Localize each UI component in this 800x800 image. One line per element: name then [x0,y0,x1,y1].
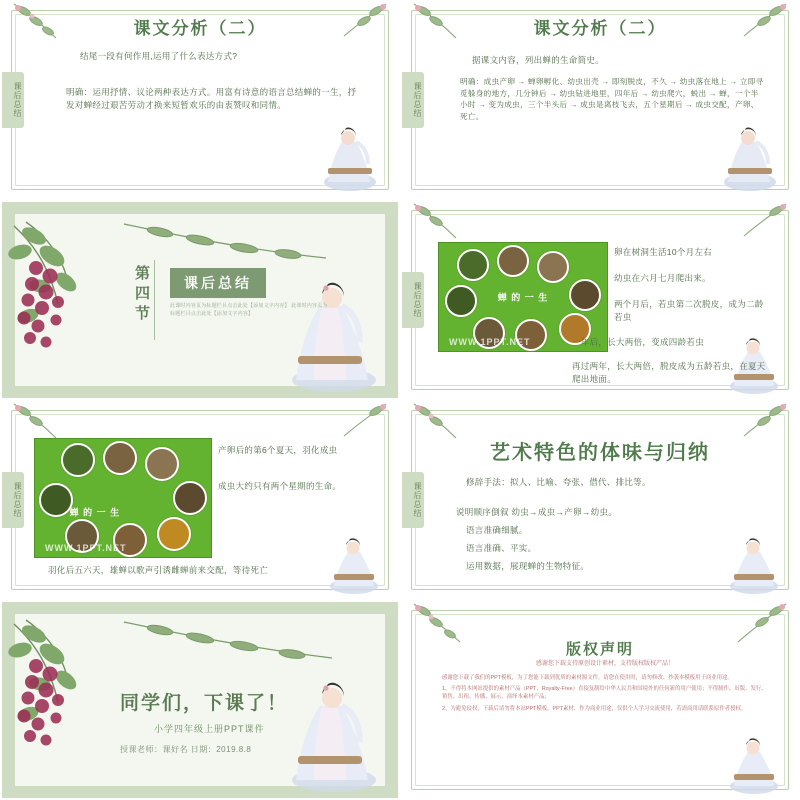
watermark: WWW.1PPT.NET [45,543,127,553]
sidebar-tab-label[interactable]: 课后总结 [2,472,24,528]
question-text: 据课文内容，列出蝉的生命简史。 [472,55,605,65]
end-meta: 授课老师：课好名 日期：2019.8.8 [120,745,252,754]
cicada-photo-4 [173,481,207,515]
section-subtitle: 此课时内容页为标题栏目点击此处【添加文字内容】 此课时内容页为标题栏目点击此处【添加文字内容】 [170,303,328,317]
feature-line-1: 修辞手法：拟人、比喻、夸张、借代、排比等。 [466,477,651,487]
cicada-photo-2 [497,245,529,277]
sidebar-tab-label[interactable]: 课后总结 [402,272,424,328]
girl-illustration [712,120,782,192]
cicada-photo-1 [61,443,95,477]
sidebar-tab-label[interactable]: 课后总结 [402,472,424,528]
end-title: 同学们，下课了！ [120,693,289,714]
lifecycle-line-2: 幼虫在六月七月爬出来。 [614,273,711,283]
copyright-paragraph-3: 2、为避免侵权，下载后请勿将本站PPT模板、PPT素材、作为商业用途，仅供个人学习交流使用，若需商用请联系原作者授权。 [442,705,747,712]
copyright-paragraph-2: 1、不得将本网站提供的素材产品（PPT、Royalty-Free）直接复制给中华人民共和国境外的任何新的用户使用；不得制作、出版、发行、销售、出租、传播、展示、演绎本素材产品； [442,686,767,701]
lifecycle-line-5: 再过两年，长大两倍，脱皮成为五龄若虫，在夏天爬出地面。 [572,361,766,384]
girl-illustration [720,732,784,794]
slide-1[interactable] [2,2,398,198]
section-number: 第 四 节 [134,265,152,322]
slide-5[interactable] [2,402,398,598]
lifecycle-line-1: 产卵后的第6个夏天，羽化成虫 [218,445,338,455]
lifecycle-line-4: 一年后，长大两倍，变成四龄若虫 [572,337,705,347]
answer-text: 明确：运用抒情、议论两种表达方式。用富有诗意的语言总结蝉的一生，抒发对蝉经过艰苦劳动才换来短暂欢乐的由衷赞叹和同情。 [66,87,357,110]
image-caption: 蝉 的 一 生 [69,507,121,518]
slide-4[interactable] [402,202,798,398]
cicada-photo-3 [145,447,179,481]
copyright-paragraph-1: 感谢您下载了我们的PPT模板，为了您能下载到优质的素材源文件，请您在使用时，请勿修改、抄袭本模板用于商业用途。 [442,675,733,681]
copyright-body [442,674,772,716]
slide-7[interactable] [2,602,398,798]
section-title-bar: 课后总结 [170,268,266,298]
cicada-lifecycle-image[interactable] [34,438,212,558]
page-title: 课文分析（二） [133,19,267,38]
lifecycle-line-1: 卵在树洞生活10个月左右 [614,247,713,257]
lifecycle-line-3: 羽化后五六天，雄蝉以歌声引诱雌蝉前来交配，等待死亡 [48,565,269,575]
end-subtitle: 小学四年级上册PPT课件 [154,724,265,734]
cicada-photo-4 [569,279,601,311]
leaf-sprig-top-right [326,402,396,450]
page-title: 课文分析（二） [533,19,667,38]
slide-8[interactable] [402,602,798,798]
divider-line [154,260,155,340]
feature-line-4: 语言准确、平实。 [466,543,537,553]
page-title: 艺术特色的体味与归纳 [490,442,710,464]
cicada-photo-8 [39,483,73,517]
lifecycle-line-2: 成虫大约只有两个星期的生命。 [218,481,342,491]
cicada-photo-2 [103,441,137,475]
slide-3[interactable] [2,202,398,398]
feature-line-2: 说明顺序倒叙 幼虫→成虫→产卵→幼虫。 [456,507,618,517]
sidebar-tab-label[interactable]: 课后总结 [2,72,24,128]
girl-illustration [312,120,382,192]
feature-line-5: 运用数据，展现蝉的生物特征。 [466,561,590,571]
girl-illustration [276,274,386,394]
cicada-photo-3 [537,251,569,283]
cicada-photo-8 [445,285,477,317]
copyright-lead: 感谢您下载支持原创设计素材，支持版权版权产品！ [535,661,674,667]
question-text: 结尾一段有何作用,运用了什么表达方式? [80,51,238,61]
lifecycle-line-3: 两个月后，若虫第二次脱皮，成为二龄若虫 [614,299,764,322]
watermark: WWW.1PPT.NET [449,337,531,347]
cicada-photo-1 [457,249,489,281]
girl-illustration [276,674,386,794]
girl-illustration [320,532,384,594]
image-caption: 蝉 的 一 生 [497,292,549,303]
cicada-photo-5 [157,517,191,551]
leaf-sprig-top-right [726,202,796,250]
slide-2[interactable] [402,2,798,198]
feature-line-3: 语言准确细腻。 [466,525,528,535]
answer-text: 明确：成虫产卵 → 蝉卵孵化、幼虫出壳 → 即刻脱皮，不久 → 幼虫落在地上 → 立即寻觅躲身的地方，几分钟后 → 幼虫钻进地里，四年后 → 幼虫爬穴，蜕出 → 蝉，一个半小时 → 变为成虫，三个半头后 → 成虫是离枝飞去，五个星期后 → 成虫交配，产卵、死亡。 [460,77,764,121]
sidebar-tab-label[interactable]: 课后总结 [402,72,424,128]
page-title: 版权声明 [565,641,634,658]
slide-6[interactable] [402,402,798,598]
